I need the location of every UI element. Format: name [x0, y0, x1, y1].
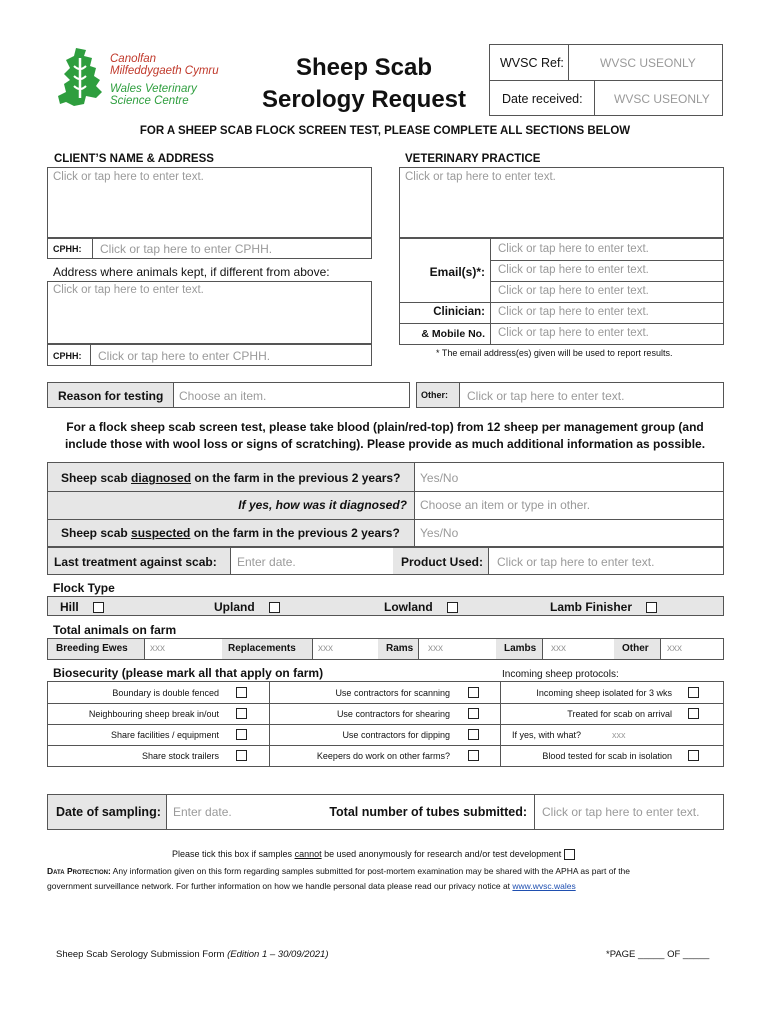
client-placeholder: Click or tap here to enter text. — [53, 171, 204, 183]
incoming-isolated: Incoming sheep isolated for 3 wks — [536, 688, 672, 698]
date-received-label: Date received: — [502, 92, 583, 106]
lambs-label: Lambs — [504, 643, 537, 654]
diagnosed-question: Sheep scab diagnosed on the farm in the previous 2 years? — [61, 471, 401, 485]
client-cphh-row — [47, 238, 372, 259]
scab-history-grid — [47, 462, 724, 547]
date-of-sampling-label: Date of sampling: — [56, 805, 161, 819]
neighbour-sheep-checkbox[interactable] — [236, 708, 247, 719]
share-trailers-checkbox[interactable] — [236, 750, 247, 761]
incoming-with-what-field[interactable]: xxx — [612, 730, 626, 740]
bio-contractors-shearing: Use contractors for shearing — [336, 709, 450, 719]
product-field[interactable]: Click or tap here to enter text. — [497, 555, 655, 569]
bio-contractors-dipping: Use contractors for dipping — [342, 730, 450, 740]
client-heading: CLIENT’S NAME & ADDRESS — [54, 153, 214, 165]
how-diagnosed-label: If yes, how was it diagnosed? — [238, 498, 407, 512]
mobile-label: & Mobile No. — [421, 328, 485, 340]
breeding-ewes-label: Breeding Ewes — [56, 643, 128, 654]
contractors-scanning-checkbox[interactable] — [468, 687, 479, 698]
org-name-welsh-2: Milfeddygaeth Cymru — [110, 65, 219, 77]
client-name-address-field[interactable] — [47, 167, 372, 238]
wvsc-use-only-box — [489, 44, 723, 116]
incoming-heading: Incoming sheep protocols: — [502, 669, 619, 680]
isolated-checkbox[interactable] — [688, 687, 699, 698]
org-name-welsh-1: Canolfan — [110, 53, 157, 65]
how-diagnosed-field[interactable]: Choose an item or type in other. — [420, 498, 591, 512]
email-note: * The email address(es) given will be used to report results. — [436, 348, 673, 358]
flock-type-heading: Flock Type — [53, 581, 115, 595]
wvsc-ref-field[interactable]: WVSC USEONLY — [600, 56, 696, 70]
other-reason-row — [416, 382, 724, 408]
tubes-submitted-label: Total number of tubes submitted: — [329, 805, 527, 819]
bio-share-facilities: Share facilities / equipment — [110, 730, 219, 740]
treatment-row — [47, 547, 724, 575]
other-animals-label: Other — [622, 643, 649, 654]
bio-contractors-scanning: Use contractors for scanning — [335, 688, 450, 698]
blood-tested-checkbox[interactable] — [688, 750, 699, 761]
treatment-date-field[interactable]: Enter date. — [237, 555, 296, 569]
diagnosed-field[interactable]: Yes/No — [420, 471, 459, 485]
upland-checkbox[interactable] — [269, 602, 280, 613]
vet-practice-field[interactable] — [399, 167, 724, 238]
email-label: Email(s)*: — [429, 265, 485, 279]
double-fenced-checkbox[interactable] — [236, 687, 247, 698]
other-reason-field[interactable]: Click or tap here to enter text. — [467, 389, 625, 403]
title-line-2: Serology Request — [261, 86, 467, 113]
email-field-3[interactable]: Click or tap here to enter text. — [498, 285, 649, 297]
hill-checkbox[interactable] — [93, 602, 104, 613]
data-protection-notice: Data Protection: Any information given on this form regarding samples submitted for post-mortem examination may be shared with the APHA as part of the government surveillance network. For further information on how we handle personal data please read our privacy notice at www.wvsc.wales — [47, 866, 631, 891]
cphh2-field[interactable]: Click or tap here to enter CPHH. — [98, 349, 271, 363]
keepers-other-farms-checkbox[interactable] — [468, 750, 479, 761]
anonymous-use-checkbox[interactable] — [564, 849, 575, 860]
biosecurity-heading: Biosecurity (please mark all that apply on farm) — [53, 666, 324, 680]
lambs-field[interactable]: xxx — [551, 643, 566, 654]
page-number: *PAGE _____ OF _____ — [606, 949, 710, 960]
wales-map-logo — [56, 46, 108, 110]
suspected-question: Sheep scab suspected on the farm in the previous 2 years? — [61, 526, 400, 540]
product-label: Product Used: — [400, 555, 483, 569]
anonymous-use-note: Please tick this box if samples cannot be used anonymously for research and/or test development — [172, 849, 575, 860]
wvsc-ref-label: WVSC Ref: — [500, 56, 564, 70]
lowland-checkbox[interactable] — [447, 602, 458, 613]
bio-neighbour-sheep: Neighbouring sheep break in/out — [88, 709, 219, 719]
email-field-2[interactable]: Click or tap here to enter text. — [498, 264, 649, 276]
bio-double-fenced: Boundary is double fenced — [112, 688, 219, 698]
other-animals-field[interactable]: xxx — [667, 643, 682, 654]
data-protection-label: Data Protection: — [47, 866, 111, 876]
treatment-label: Last treatment against scab: — [54, 555, 217, 569]
replacements-label: Replacements — [228, 643, 296, 654]
cphh2-label: CPHH: — [53, 351, 82, 361]
cphh-field[interactable]: Click or tap here to enter CPHH. — [100, 242, 273, 256]
clinician-label: Clinician: — [433, 306, 485, 318]
blood-instruction-2: include those with wool loss or signs of scratching). Please provide as much additional information as possible. — [64, 437, 706, 451]
share-facilities-checkbox[interactable] — [236, 729, 247, 740]
flock-type-row — [47, 596, 724, 616]
rams-label: Rams — [386, 643, 414, 654]
bio-share-trailers: Share stock trailers — [141, 751, 219, 761]
flock-hill[interactable]: Hill — [60, 600, 104, 614]
alt-address-field[interactable] — [47, 281, 372, 344]
flock-lowland[interactable]: Lowland — [384, 600, 458, 614]
privacy-notice-link[interactable]: www.wvsc.wales — [512, 881, 576, 891]
title-line-1: Sheep Scab — [295, 54, 433, 81]
org-name-english-1: Wales Veterinary — [110, 83, 197, 95]
reason-label: Reason for testing — [58, 389, 164, 403]
alt-cphh-row — [47, 344, 372, 366]
clinician-field[interactable]: Click or tap here to enter text. — [498, 306, 649, 318]
tubes-submitted-field[interactable]: Click or tap here to enter text. — [542, 805, 700, 819]
org-name-english-2: Science Centre — [110, 95, 189, 107]
alt-address-placeholder: Click or tap here to enter text. — [53, 284, 204, 296]
flock-upland[interactable]: Upland — [214, 600, 280, 614]
breeding-ewes-field[interactable]: xxx — [150, 643, 165, 654]
incoming-treated: Treated for scab on arrival — [567, 709, 672, 719]
cphh-label: CPHH: — [53, 244, 82, 254]
replacements-field[interactable]: xxx — [318, 643, 333, 654]
reason-dropdown[interactable]: Choose an item. — [179, 389, 267, 403]
total-animals-heading: Total animals on farm — [53, 623, 177, 637]
vet-placeholder: Click or tap here to enter text. — [405, 171, 556, 183]
vet-heading: VETERINARY PRACTICE — [405, 153, 541, 165]
contractors-dipping-checkbox[interactable] — [468, 729, 479, 740]
reason-row — [47, 382, 410, 408]
animals-row — [47, 638, 724, 660]
biosecurity-grid — [47, 681, 724, 767]
blood-instruction-1: For a flock sheep scab screen test, please take blood (plain/red-top) from 12 sheep per management group (and — [66, 420, 704, 434]
alt-address-label: Address where animals kept, if different from above: — [53, 265, 330, 279]
contractors-shearing-checkbox[interactable] — [468, 708, 479, 719]
mobile-field[interactable]: Click or tap here to enter text. — [498, 327, 649, 339]
suspected-field[interactable]: Yes/No — [420, 526, 459, 540]
rams-field[interactable]: xxx — [428, 643, 443, 654]
vet-contact-grid — [399, 238, 724, 345]
email-field-1[interactable]: Click or tap here to enter text. — [498, 243, 649, 255]
form-edition: Sheep Scab Serology Submission Form (Edition 1 – 30/09/2021) — [56, 949, 329, 960]
date-of-sampling-field[interactable]: Enter date. — [173, 805, 232, 819]
form-instruction: FOR A SHEEP SCAB FLOCK SCREEN TEST, PLEASE COMPLETE ALL SECTIONS BELOW — [139, 125, 631, 137]
date-received-field[interactable]: WVSC USEONLY — [614, 92, 710, 106]
bio-keepers-other-farms: Keepers do work on other farms? — [316, 751, 450, 761]
other-label: Other: — [421, 390, 448, 400]
incoming-blood-tested: Blood tested for scab in isolation — [542, 751, 672, 761]
flock-lamb-finisher[interactable]: Lamb Finisher — [550, 600, 657, 614]
treated-checkbox[interactable] — [688, 708, 699, 719]
sampling-row — [47, 794, 724, 830]
lamb-finisher-checkbox[interactable] — [646, 602, 657, 613]
incoming-with-what-label: If yes, with what? — [512, 730, 582, 740]
